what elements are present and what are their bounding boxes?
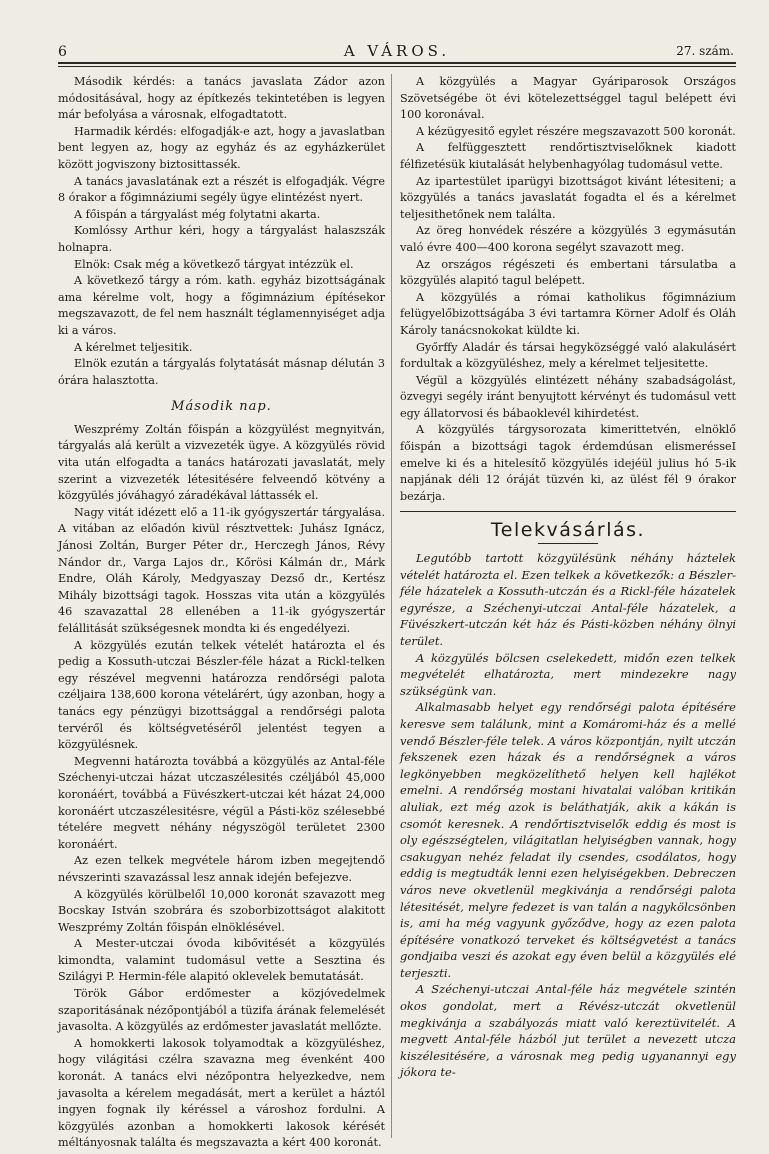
left-column bbox=[58, 74, 385, 1150]
paragraph: Az öreg honvédek részére a közgyülés 3 egymásután való évre 400—400 korona segélyt szavazott meg. bbox=[400, 224, 736, 254]
paragraph: A közgyülés a Magyar Gyáriparosok Országos Szövetségébe öt évi kötelezettséggel tagul belépett évi 100 koronával. bbox=[400, 75, 736, 122]
paragraph: Megvenni határozta továbbá a közgyülés az Antal-féle Széchenyi-utczai házat utczaszélesités czéljából 45,000 koronáért, továbbá a Füvészkert-utczai két házat 24,000 koronáért utczaszélesitésre, végül a Pásti-köz szélesebbé tételére megvett néhány négyszögöl területet 2300 koronáért. bbox=[58, 754, 385, 851]
paragraph: A homokkerti lakosok tolyamodtak a közgyüléshez, hogy világitási czélra szavazna meg évenként 400 koronát. A tanács elvi nézőpontra helyezkedve, nem javasolta a kérelem megadását, mert a kerület a háztól ingyen fognak ily kéréssel a városhoz fordulni. A közgyülés azonban a homokkerti lakosok kérését méltányosnak találta és megszavazta a kért 400 koronát. bbox=[58, 1036, 385, 1150]
paragraph: A közgyülés tárgysorozata kimerittetvén, elnöklő főispán a bizottsági tagok érdemdúsan elismerésseI emelve ki és a hitelesítő közgyülés idejéül julius hó 5-ik napjának déli 12 óráját tüzvén ki, az ülést fél 9 órakor bezárja. bbox=[400, 423, 736, 503]
paragraph: Győrffy Aladár és társai hegyközséggé való alakulásért fordultak a közgyüléshez, mely a kérelmet teljesitette. bbox=[400, 340, 736, 371]
paragraph: A közgyülés körülbelől 10,000 koronát szavazott meg Bocskay István szobrára és szoborbizottságot alakitott Weszprémy Zoltán főispán elnöklésével. bbox=[58, 887, 385, 934]
paragraph: A felfüggesztett rendőrtisztviselőknek kiadott félfizetésük kiutalását helybenhagyólag tudomásul vette. bbox=[400, 141, 736, 171]
left-paragraphs-part2 bbox=[58, 422, 385, 1152]
paragraph: Komlóssy Arthur kéri, hogy a tárgyalást halaszszák holnapra. bbox=[58, 224, 385, 254]
column-divider bbox=[391, 74, 392, 1138]
paragraph: A közgyülés a római katholikus főgimnázium felügyelőbizottságába 3 évi tartamra Körner Adolf és Oláh Károly tanácsnokokat küldte ki. bbox=[400, 290, 736, 337]
paragraph: Elnök ezután a tárgyalás folytatását másnap délután 3 órára halasztotta. bbox=[58, 357, 385, 387]
paragraph: A tanács javaslatának ezt a részét is elfogadják. Végre 8 órakor a főgimnáziumi segély ügye elintézést nyert. bbox=[58, 174, 385, 205]
article-title-telekvasarlas: Telekvásárlás. bbox=[490, 519, 646, 542]
paragraph: Harmadik kérdés: elfogadják-e azt, hogy a javaslatban bent legyen az, hogy az egyház és az egyházkerület között jogviszony biztosittassék. bbox=[58, 124, 385, 171]
paragraph: Nagy vitát idézett elő a 11-ik gyógyszertár tárgyalása. A vitában az előadón kivül résztvettek: Juhász Ignácz, Jánosi Zoltán, Burger Péter dr., Herczegh János, Révy Nándor dr., Varga Lajos dr., Kőrösi Kálmán dr., Márk Endre, Oláh Károly, Medgyaszay Dezső dr., Kertész Mihály bizottsági tagok. Hosszas vita után a közgyülés 46 szavazattal 28 ellenében a 11-ik gyógyszertár felállitását szükségesnek mondta ki és engedélyezi. bbox=[58, 505, 385, 635]
right-column bbox=[400, 74, 736, 1142]
paragraph: Az országos régészeti és embertani társulatba a közgyülés alapitó tagul belépett. bbox=[400, 257, 736, 288]
paragraph: Legutóbb tartott közgyülésünk néhány háztelek vételét határozta el. Ezen telkek a következők: a Bészler-féle házatelek a Kossuth-utczán és a Rickl-féle házatelek egyrésze, a Széchenyi-utczai Antal-féle házatelek, a Füvészkert-utczán két ház és Pásti-közben néhány ölnyi terület. bbox=[400, 551, 736, 648]
paragraph: Az ipartestület iparügyi bizottságot kivánt létesiteni; a közgyülés a tanács javaslatát fogadta el és a kérelmet teljesithetőnek nem találta. bbox=[400, 174, 736, 221]
article-separator bbox=[400, 511, 736, 512]
paragraph: A következő tárgy a róm. kath. egyház bizottságának ama kérelme volt, hogy a főgimnázium építésekor megszavazott, de fel nem használt téglamennyiséget adja ki a város. bbox=[58, 274, 385, 337]
paragraph: Második kérdés: a tanács javaslata Zádor azon módositásával, hogy az építkezés tekintetében is legyen már befolyása a városnak, elfogadtatott. bbox=[58, 75, 385, 122]
paragraph: A főispán a tárgyalást még folytatni akarta. bbox=[74, 207, 321, 221]
right-paragraphs-part2 bbox=[400, 550, 736, 1081]
paragraph: Török Gábor erdőmester a közjóvedelmek szaporitásának nézőpontjából a tüzifa árának felemelését javasolta. A közgyülés az erdőmester javaslatát mellőzte. bbox=[58, 987, 385, 1034]
paragraph: A Széchenyi-utczai Antal-féle ház megvétele szintén okos gondolat, mert a Révész-utczát okvetlenül megkivánja a szabályozás miatt való kereztüvitelét. A megvett Antal-féle házból jut terület a nevezett utcza kiszélesitésére, a városnak meg pedig ugyanannyi egy jókora te- bbox=[400, 982, 736, 1080]
paragraph: Weszprémy Zoltán főispán a közgyülést megnyitván, tárgyalás alá került a vizvezeték ügye. A közgyülés rövid vita után elfogadta a tanács határozati javaslatát, mely szerint a vizvezeték létesitésére felveendő kötvény a közgyülés jóváhagyó záradékával láttassék el. bbox=[58, 422, 385, 503]
page-header bbox=[58, 38, 736, 60]
issue-number: 27. szám. bbox=[676, 44, 734, 58]
paragraph: A közgyülés ezután telkek vételét határozta el és pedig a Kossuth-utczai Bészler-féle házat a Rickl-telken egy részével megvenni határozza rendőrségi palota czéljaira 138,600 korona vételárért, úgy azonban, hogy a tanács egy pénzügyi bizottsággal a rendőrségi palota tervéről és költségvetéséről jelentést tegyen a közgyülésnek. bbox=[58, 638, 385, 752]
header-rule bbox=[58, 62, 736, 64]
paragraph: A közgyülés bölcsen cselekedett, midőn ezen telkek megvételét elhatározta, mert mindezekre nagy szükségünk van. bbox=[400, 650, 736, 698]
paragraph: Alkalmasabb helyet egy rendőrségi palota építésére keresve sem találunk, mint a Komáromi-ház és a mellé vendő Bészler-féle telek. A város központján, nyilt utczán fekszenek ezen házak és a rendőrségnek a város legkönyebben megközelíthető helyen kell hajlékot emelni. A rendőrség mostani hivatalai valóban kritikán aluliak, ezt még azok is beláthatják, akik a kákán is csomót keresnek. A rendőrtisztviselők eddig és most is oly egészségtelen, világitatlan helyiségben vannak, hogy csakugyan nehéz feladat ily csendes, csodálatos, hogy eddig is megtudták lenni ezen helyiségekben. Debreczen város neve okvetlenül megkivánja a rendőrségi palota létesitését, melyre fedezet is van talán a nagykölcsönben is, ami ha még vagyunk győződve, hogy az ezen palota építésére vonatkozó terveket és költségvetést a tanács gondjaiba veszi és azokat egy éven belül a közgyülés elé terjeszti. bbox=[400, 700, 736, 980]
paragraph: A kézügyesitő egylet részére megszavazott 500 koronát. bbox=[416, 124, 736, 138]
paragraph: A kérelmet teljesitik. bbox=[74, 340, 193, 354]
paragraph: Végül a közgyülés elintézett néhány szabadságolást, özvegyi segély iránt benyujtott kérvényt és tudomásul vett egy állatorvosi és bábaoklevél kihirdetést. bbox=[400, 373, 736, 420]
title-underline bbox=[538, 543, 598, 544]
paragraph: Elnök: Csak még a következő tárgyat intézzük el. bbox=[74, 257, 354, 271]
page-number: 6 bbox=[58, 44, 67, 60]
paragraph: Az ezen telkek megvétele három izben megejtendő névszerinti szavazással lesz annak idején befejezve. bbox=[58, 854, 385, 884]
left-paragraphs-part1 bbox=[58, 74, 385, 389]
running-title: A VÁROS. bbox=[343, 42, 451, 60]
paragraph: A Mester-utczai óvoda kibővitését a közgyülés kimondta, valamint tudomásul vette a Sesztina és Szilágyi P. Hermin-féle alapitó oklevelek bemutatását. bbox=[58, 937, 385, 984]
header-rule-thin bbox=[58, 66, 736, 67]
right-paragraphs-part1 bbox=[400, 74, 736, 505]
section-title-masodik-nap: Második nap. bbox=[171, 399, 272, 415]
